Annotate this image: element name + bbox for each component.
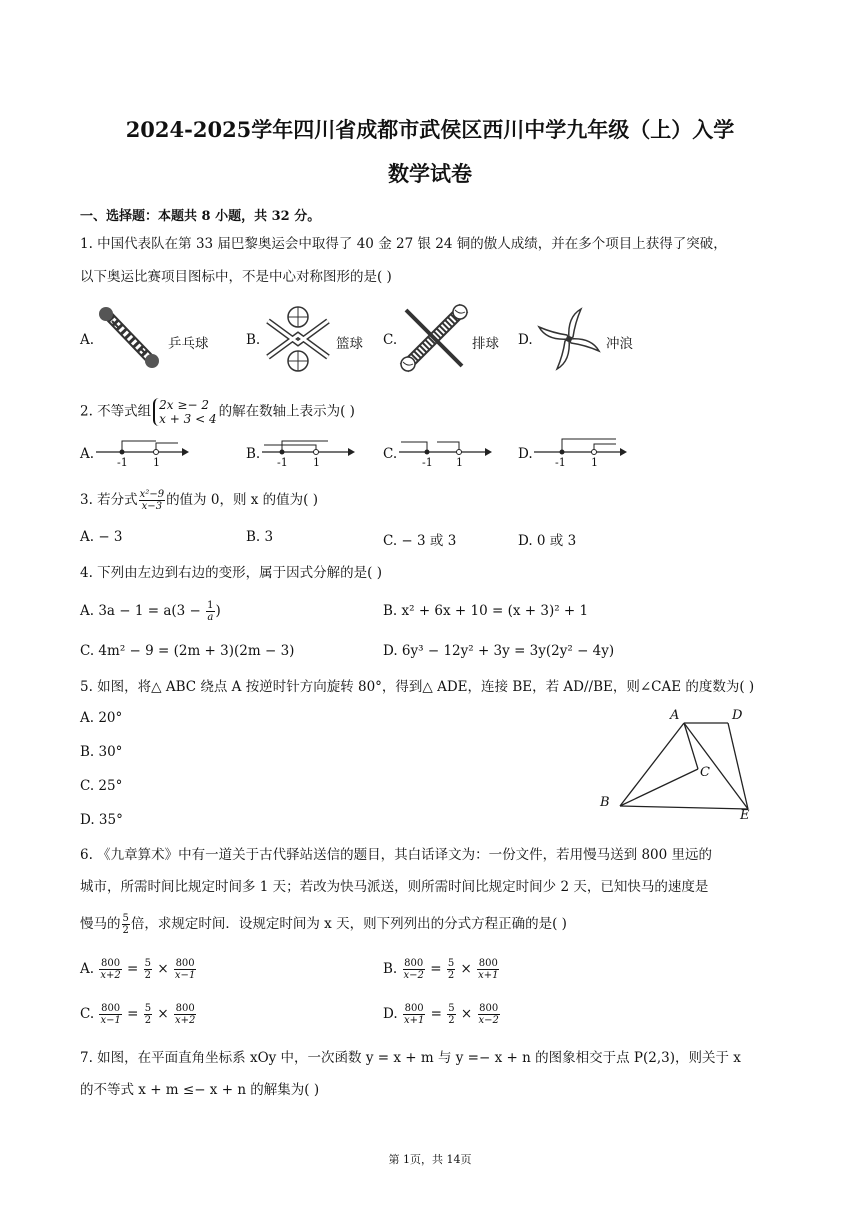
q2-option-b-letter: B.	[246, 446, 261, 462]
q6-ratio-num: 5	[122, 913, 129, 924]
q1-option-a-letter: A.	[80, 332, 95, 348]
q6-d-k-num: 5	[448, 1003, 455, 1014]
q3-option-a: A. − 3	[80, 529, 123, 545]
q1-line2: 以下奥运比赛项目图标中，不是中心对称图形的是( )	[80, 269, 392, 285]
q4-option-c: C. 4m² − 9 = (2m + 3)(2m − 3)	[80, 643, 295, 659]
q5-stem: 5. 如图，将△ ABC 绕点 A 按逆时针方向旋转 80°，得到△ ADE，连接 BE，若 AD//BE，则∠CAE 的度数为( )	[80, 679, 755, 695]
q3-option-d: D. 0 或 3	[518, 533, 577, 549]
q6-a-eq: =	[127, 961, 139, 977]
q4-option-d: D. 6y³ − 12y² + 3y = 3y(2y² − 4y)	[383, 643, 615, 659]
q6-c-left	[99, 1003, 121, 1026]
q6-option-c	[80, 1003, 197, 1026]
q6-option-d	[383, 1003, 501, 1026]
q3-suffix: 的值为 0，则 x 的值为( )	[166, 492, 318, 508]
q6-b-k	[447, 958, 455, 981]
q6-a-k-den: 2	[144, 970, 152, 981]
q4-option-a	[80, 600, 221, 623]
q4-a-pre: A. 3a − 1 = a(3 −	[80, 603, 206, 619]
q6-line2: 城市，所需时间比规定时间多 1 天；若改为快马派送，则所需时间比规定时间少 2 天，已知快马的速度是	[80, 879, 709, 895]
q4-stem: 4. 下列由左边到右边的变形，属于因式分解的是( )	[80, 565, 382, 581]
q6-a-right	[174, 958, 196, 981]
q3-fraction	[139, 489, 165, 512]
q2-system	[153, 398, 216, 426]
q6-a-r-num: 800	[175, 958, 195, 969]
q3-den: x−3	[141, 501, 163, 512]
q6-b-l-num: 800	[404, 958, 424, 969]
q2-ineq2: x + 3 < 4	[159, 412, 217, 426]
q2-ineq1: 2x ≥− 2	[159, 398, 209, 412]
q6-a-k	[144, 958, 152, 981]
basketball-icon	[262, 303, 334, 375]
q2-number-line-d	[532, 434, 628, 470]
q1-option-c-letter: C.	[383, 332, 398, 348]
q6-ratio-frac	[122, 913, 130, 936]
q6-b-left	[403, 958, 425, 981]
q6-option-b	[383, 958, 500, 981]
q5-label-d: D	[732, 708, 743, 723]
q6-d-eq: =	[430, 1006, 442, 1022]
q6-ratio-den: 2	[122, 925, 129, 936]
q3-option-b: B. 3	[246, 529, 274, 545]
q1-option-b-label: 篮球	[336, 336, 363, 352]
q6-c-l-num: 800	[101, 1003, 121, 1014]
q6-b-k-num: 5	[447, 958, 455, 969]
q6-line3-post: 倍，求规定时间．设规定时间为 x 天，则下列列出的分式方程正确的是( )	[130, 916, 567, 932]
q2-b-tick-pos: 1	[313, 456, 320, 469]
q4-a-den: a	[207, 612, 214, 623]
q6-d-right	[478, 1003, 500, 1026]
q2-d-tick-pos: 1	[591, 456, 598, 469]
q1-option-b-letter: B.	[246, 332, 261, 348]
q6-d-l-num: 800	[404, 1003, 424, 1014]
q4-option-b: B. x² + 6x + 10 = (x + 3)² + 1	[383, 603, 589, 619]
q6-d-k-den: 2	[448, 1015, 455, 1026]
q2-option-d-letter: D.	[518, 446, 533, 462]
table-tennis-icon	[92, 301, 164, 373]
q6-b-l-den: x−2	[403, 970, 424, 981]
q6-b-r-den: x+1	[478, 970, 499, 981]
surfing-icon	[533, 303, 605, 375]
q6-c-k-num: 5	[144, 1003, 152, 1014]
q6-d-l-den: x+1	[403, 1015, 425, 1026]
q6-c-times: ×	[157, 1006, 169, 1022]
q6-b-times: ×	[460, 961, 472, 977]
q5-label-e: E	[740, 808, 750, 823]
q2-stem	[80, 398, 355, 426]
q6-d-r-den: x−2	[478, 1015, 499, 1026]
q2-a-tick-neg: -1	[117, 456, 128, 469]
q2-c-tick-neg: -1	[422, 456, 433, 469]
q6-b-right	[477, 958, 499, 981]
q6-d-times: ×	[460, 1006, 473, 1022]
q3-num: x²−9	[139, 489, 165, 500]
q3-option-c: C. − 3 或 3	[383, 533, 457, 549]
q4-a-frac	[206, 600, 214, 623]
q6-c-l-den: x−1	[100, 1015, 121, 1026]
q2-number-line-a	[94, 434, 190, 470]
q2-option-c-letter: C.	[383, 446, 398, 462]
q6-b-eq: =	[430, 961, 442, 977]
page-footer: 第 1页，共 14页	[388, 1153, 472, 1166]
q6-c-k	[144, 1003, 152, 1026]
q2-suffix: 的解在数轴上表示为( )	[218, 403, 355, 420]
volleyball-icon	[398, 302, 470, 374]
q5-option-a: A. 20°	[80, 710, 123, 726]
q2-b-tick-neg: -1	[277, 456, 288, 469]
q2-prefix: 2. 不等式组	[80, 403, 152, 420]
q6-a-r-den: x−1	[174, 970, 196, 981]
q1-option-a-label: 乒乓球	[168, 336, 209, 352]
q5-label-c: C	[700, 765, 710, 780]
q6-line3-pre: 慢马的	[80, 916, 121, 932]
q5-option-b: B. 30°	[80, 744, 123, 760]
q5-option-c: C. 25°	[80, 778, 123, 794]
q1-option-d-letter: D.	[518, 332, 533, 348]
q6-a-left	[99, 958, 121, 981]
q6-option-a	[80, 958, 197, 981]
q2-a-tick-pos: 1	[153, 456, 160, 469]
q6-d-left	[403, 1003, 425, 1026]
q5-option-d: D. 35°	[80, 812, 123, 828]
q6-a-l-den: x+2	[100, 970, 121, 981]
q4-a-num: 1	[207, 600, 214, 611]
title-line2: 数学试卷	[388, 161, 472, 186]
q1-line1: 1. 中国代表队在第 33 届巴黎奥运会中取得了 40 金 27 银 24 铜的傲人成绩，并在多个项目上获得了突破，	[80, 236, 727, 252]
q2-c-tick-pos: 1	[456, 456, 463, 469]
q6-b-r-num: 800	[478, 958, 498, 969]
q2-number-line-b	[260, 434, 356, 470]
q7-line1: 7. 如图，在平面直角坐标系 xOy 中，一次函数 y = x + m 与 y =− x + n 的图象相交于点 P(2,3)，则关于 x	[80, 1050, 741, 1066]
q6-line1: 6. 《九章算术》中有一道关于古代驿站送信的题目，其白话译文为：一份文件，若用慢马送到 800 里远的	[80, 847, 713, 863]
q6-b-k-den: 2	[447, 970, 455, 981]
q6-c-r-num: 800	[175, 1003, 195, 1014]
q2-number-line-c	[397, 434, 493, 470]
q1-option-d-label: 冲浪	[606, 336, 633, 352]
q6-c-k-den: 2	[144, 1015, 152, 1026]
q5-label-a: A	[670, 708, 680, 723]
q1-option-c-label: 排球	[472, 336, 499, 352]
q6-d-r-num: 800	[479, 1003, 499, 1014]
q6-b-letter: B.	[383, 961, 398, 977]
q3-prefix: 3. 若分式	[80, 492, 138, 508]
q2-option-a-letter: A.	[80, 446, 95, 462]
section-heading: 一、选择题：本题共 8 小题，共 32 分。	[80, 209, 321, 224]
q5-triangle-figure	[590, 705, 765, 830]
q6-line3	[80, 913, 567, 936]
q7-line2: 的不等式 x + m ≤− x + n 的解集为( )	[80, 1082, 320, 1098]
q6-a-l-num: 800	[100, 958, 121, 969]
q6-c-r-den: x+2	[175, 1015, 196, 1026]
q6-c-right	[174, 1003, 196, 1026]
q6-a-letter: A.	[80, 961, 95, 977]
q3-stem	[80, 489, 318, 512]
q6-a-k-num: 5	[144, 958, 152, 969]
q5-label-b: B	[600, 795, 610, 810]
q2-d-tick-neg: -1	[555, 456, 566, 469]
q6-d-k	[447, 1003, 455, 1026]
q6-c-eq: =	[127, 1006, 139, 1022]
title-line1: 2024-2025学年四川省成都市武侯区西川中学九年级（上）入学	[125, 117, 735, 142]
q4-a-post: )	[215, 603, 221, 619]
q6-a-times: ×	[157, 961, 169, 977]
q6-c-letter: C.	[80, 1006, 95, 1022]
q6-d-letter: D.	[383, 1006, 398, 1022]
